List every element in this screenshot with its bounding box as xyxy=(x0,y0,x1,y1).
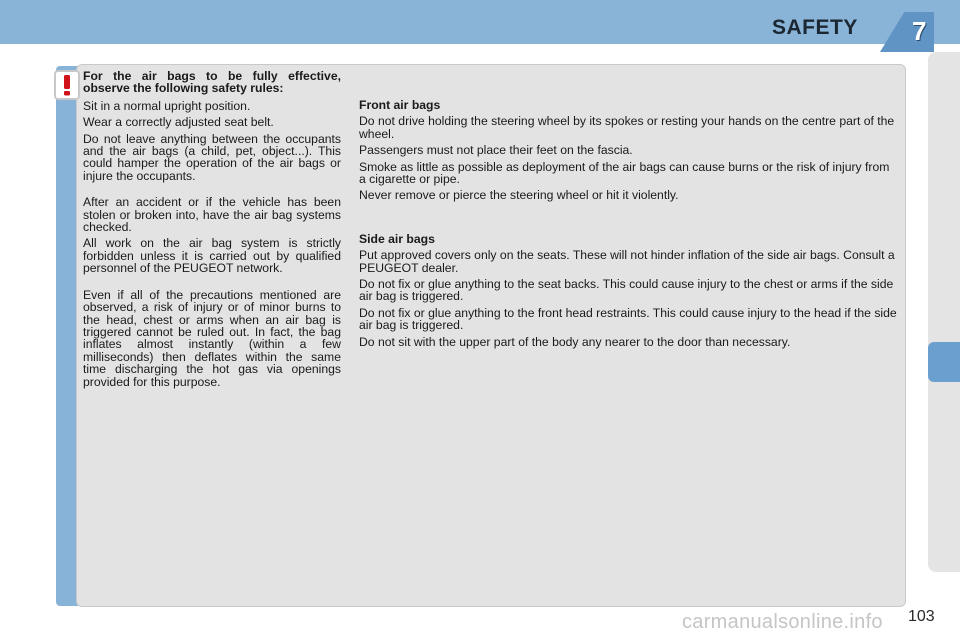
warning-exclamation-icon xyxy=(54,70,80,100)
side-air-bags-paragraph: Do not fix or glue anything to the seat backs. This could cause injury to the chest or arms if the side air bag is triggered. xyxy=(359,277,894,304)
front-air-bags-paragraph: Smoke as little as possible as deployment of the air bags can cause burns or the risk of injury from a cigarette or pipe. xyxy=(359,159,890,187)
rule-paragraph: All work on the air bag system is strictly forbidden unless it is carried out by qualified personnel of the PEUGEOT network. xyxy=(83,236,341,276)
chapter-marker xyxy=(928,342,960,382)
side-air-bags-heading: Side air bags xyxy=(359,231,435,246)
spacer xyxy=(359,206,898,233)
side-air-bags-paragraph: Do not fix or glue anything to the front head restraints. This could cause injury to the head if the side air bag is triggered. xyxy=(359,305,897,333)
safety-rules-heading: For the air bags to be fully effective, observe the following safety rules: xyxy=(83,69,341,96)
rule-paragraph: Sit in a normal upright position. xyxy=(83,98,251,113)
rule-paragraph: Wear a correctly adjusted seat belt. xyxy=(83,115,274,130)
safety-rules-column xyxy=(83,70,341,392)
front-air-bags-heading: Front air bags xyxy=(359,98,441,112)
side-air-bags-paragraph: Put approved covers only on the seats. These will not hinder inflation of the side air bags. Consult a PEUGEOT dealer. xyxy=(359,248,895,275)
rule-paragraph: After an accident or if the vehicle has been stolen or broken into, have the air bag systems checked. xyxy=(83,195,341,235)
watermark: carmanualsonline.info xyxy=(682,611,883,633)
front-air-bags-paragraph: Never remove or pierce the steering wheel or hit it violently. xyxy=(359,188,679,203)
panel-left-strip xyxy=(56,66,78,606)
front-air-bags-paragraph: Passengers must not place their feet on the fascia. xyxy=(359,143,633,158)
side-air-bags-paragraph: Do not sit with the upper part of the body any nearer to the door than necessary. xyxy=(359,334,791,349)
air-bags-column xyxy=(359,99,898,352)
chapter-number: 7 xyxy=(912,16,927,46)
page-number: 103 xyxy=(908,608,935,625)
side-rail xyxy=(928,52,960,572)
front-air-bags-paragraph: Do not drive holding the steering wheel by its spokes or resting your hands on the centre part of the wheel. xyxy=(359,114,895,141)
rule-paragraph: Do not leave anything between the occupants and the air bags (a child, pet, object...). This could hamper the operation of the air bags or injure the occupants. xyxy=(83,131,341,183)
chapter-title: SAFETY xyxy=(772,16,858,39)
rule-paragraph: Even if all of the precautions mentioned are observed, a risk of injury or of minor burns to the head, chest or arms when an air bag is triggered cannot be ruled out. In fact, the bag inflates almost instantly (within a few milliseconds) then deflates within the same time discharging the hot gas via openings provided for this purpose. xyxy=(83,287,341,389)
